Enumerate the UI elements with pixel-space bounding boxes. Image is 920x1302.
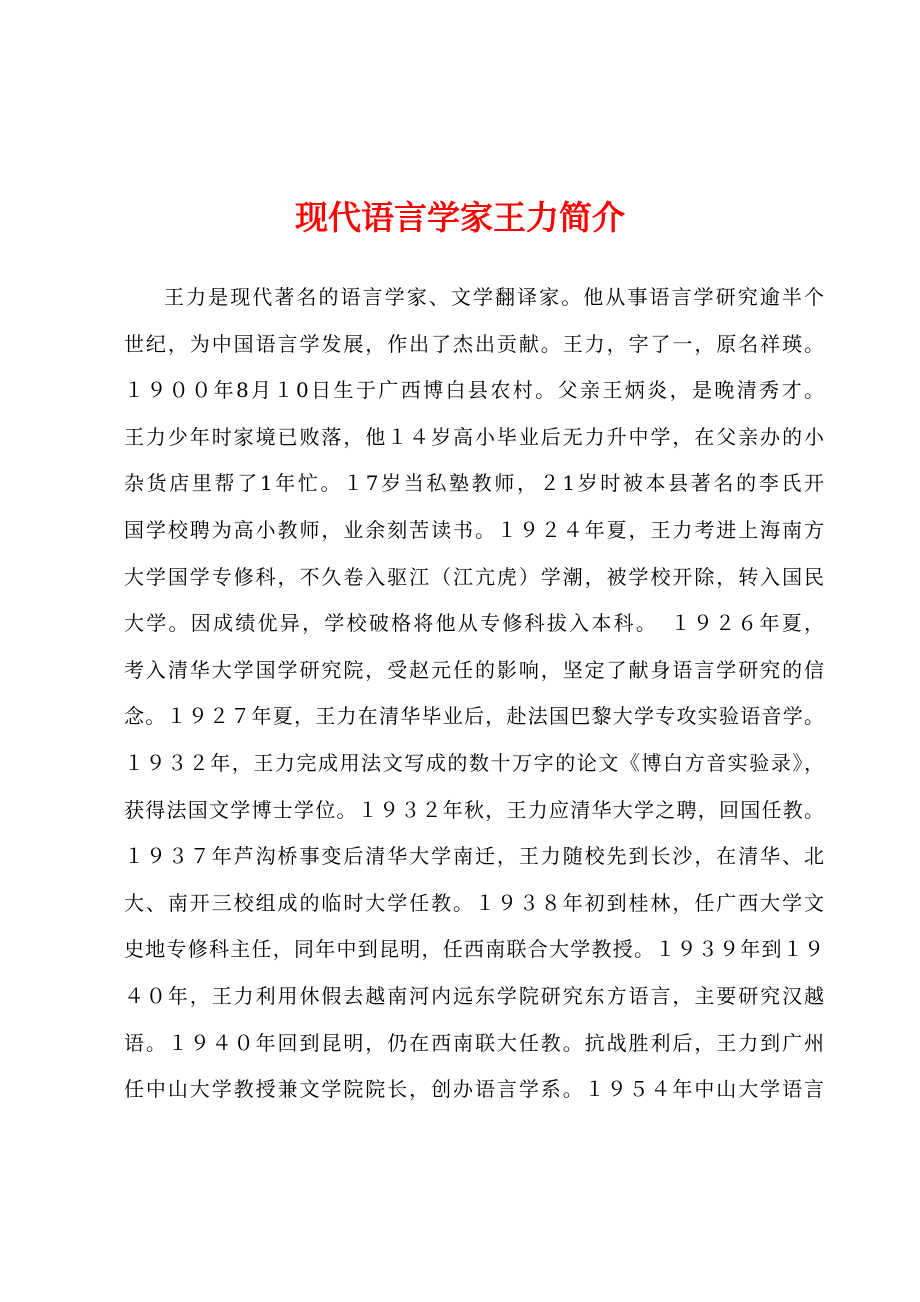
- text-line: 史地专修科主任，同年中到昆明，任西南联合大学教授。１９３９年到１９: [124, 937, 824, 962]
- text-line: 任中山大学教授兼文学院院长，创办语言学系。１９５４年中山大学语言: [124, 1077, 824, 1102]
- text-line: ４０年，王力利用休假去越南河内远东学院研究东方语言，主要研究汉越: [124, 983, 824, 1008]
- text-line: １９３２年，王力完成用法文写成的数十万字的论文《博白方音实验录》，: [124, 750, 824, 775]
- text-line: １９３７年芦沟桥事变后清华大学南迁，王力随校先到长沙，在清华、北: [124, 844, 824, 869]
- text-line: 语。１９４０年回到昆明，仍在西南联大任教。抗战胜利后，王力到广州: [124, 1030, 824, 1055]
- text-line: 大学。因成绩优异，学校破格将他从专修科拔入本科。 １９２６年夏，: [124, 611, 824, 636]
- text-line: 王力少年时家境已败落，他１４岁高小毕业后无力升中学，在父亲办的小: [124, 424, 824, 449]
- text-line: 大学国学专修科，不久卷入驱江（江亢虎）学潮，被学校开除，转入国民: [124, 564, 824, 589]
- text-line: 念。１９２７年夏，王力在清华毕业后，赴法国巴黎大学专攻实验语音学。: [124, 704, 824, 729]
- body-paragraph: [124, 274, 824, 1113]
- text-line: 世纪，为中国语言学发展，作出了杰出贡献。王力，字了一，原名祥瑛。: [124, 331, 824, 356]
- text-line: 杂货店里帮了1年忙。１7岁当私塾教师，２1岁时被本县著名的李氏开: [124, 471, 824, 496]
- text-line: 获得法国文学博士学位。１９３２年秋，王力应清华大学之聘，回国任教。: [124, 797, 824, 822]
- page-title: 现代语言学家王力简介: [295, 198, 625, 237]
- text-line: 国学校聘为高小教师，业余刻苦读书。１９２４年夏，王力考进上海南方: [124, 517, 824, 542]
- text-line: １９００年8月１0日生于广西博白县农村。父亲王炳炎，是晚清秀才。: [124, 378, 824, 403]
- text-line: 考入清华大学国学研究院，受赵元任的影响，坚定了献身语言学研究的信: [124, 657, 824, 682]
- text-line: 王力是现代著名的语言学家、文学翻译家。他从事语言学研究逾半个: [164, 285, 824, 309]
- text-line: 大、南开三校组成的临时大学任教。１９３８年初到桂林，任广西大学文: [124, 890, 824, 915]
